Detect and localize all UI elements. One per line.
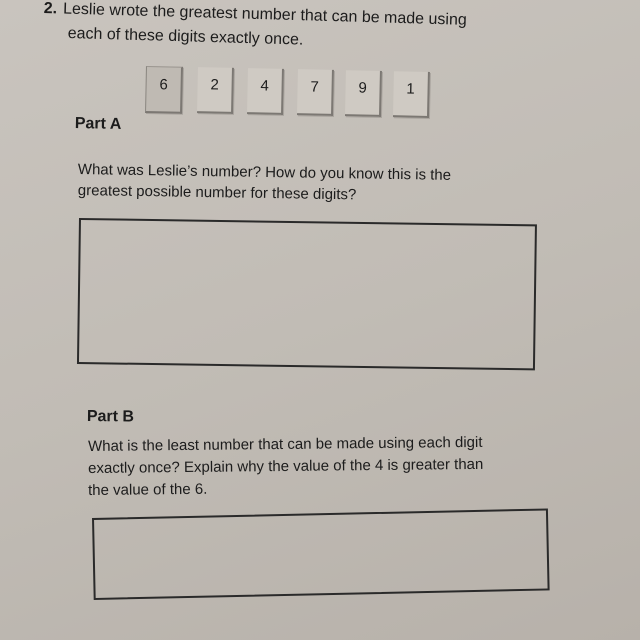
digit-tile: 1 <box>393 71 430 118</box>
part-b-question-line-1: What is the least number that can be made using each digit <box>88 433 483 455</box>
part-a-question-line-2: greatest possible number for these digits? <box>77 182 357 204</box>
part-a-question-line-1: What was Leslie’s number? How do you know this is the <box>77 161 452 184</box>
part-a-heading: Part A <box>74 115 122 133</box>
question-text-1: Leslie wrote the greatest number that can be made using <box>62 0 467 29</box>
digit-tile: 4 <box>247 68 284 115</box>
part-b-answer-box[interactable] <box>92 508 550 600</box>
question-line-2: each of these digits exactly once. <box>67 25 304 49</box>
part-b-question-line-2: exactly once? Explain why the value of the 4 is greater than <box>88 455 484 477</box>
digit-tile: 9 <box>345 70 382 117</box>
question-number: 2. <box>43 0 58 18</box>
digit-tile: 2 <box>197 67 234 114</box>
digit-tile: 6 <box>145 66 183 114</box>
part-b-heading: Part B <box>86 408 135 426</box>
part-b-question-line-3: the value of the 6. <box>88 480 208 499</box>
digit-tiles <box>145 66 446 132</box>
digit-tile: 7 <box>297 69 334 116</box>
part-a-answer-box[interactable] <box>77 218 537 370</box>
